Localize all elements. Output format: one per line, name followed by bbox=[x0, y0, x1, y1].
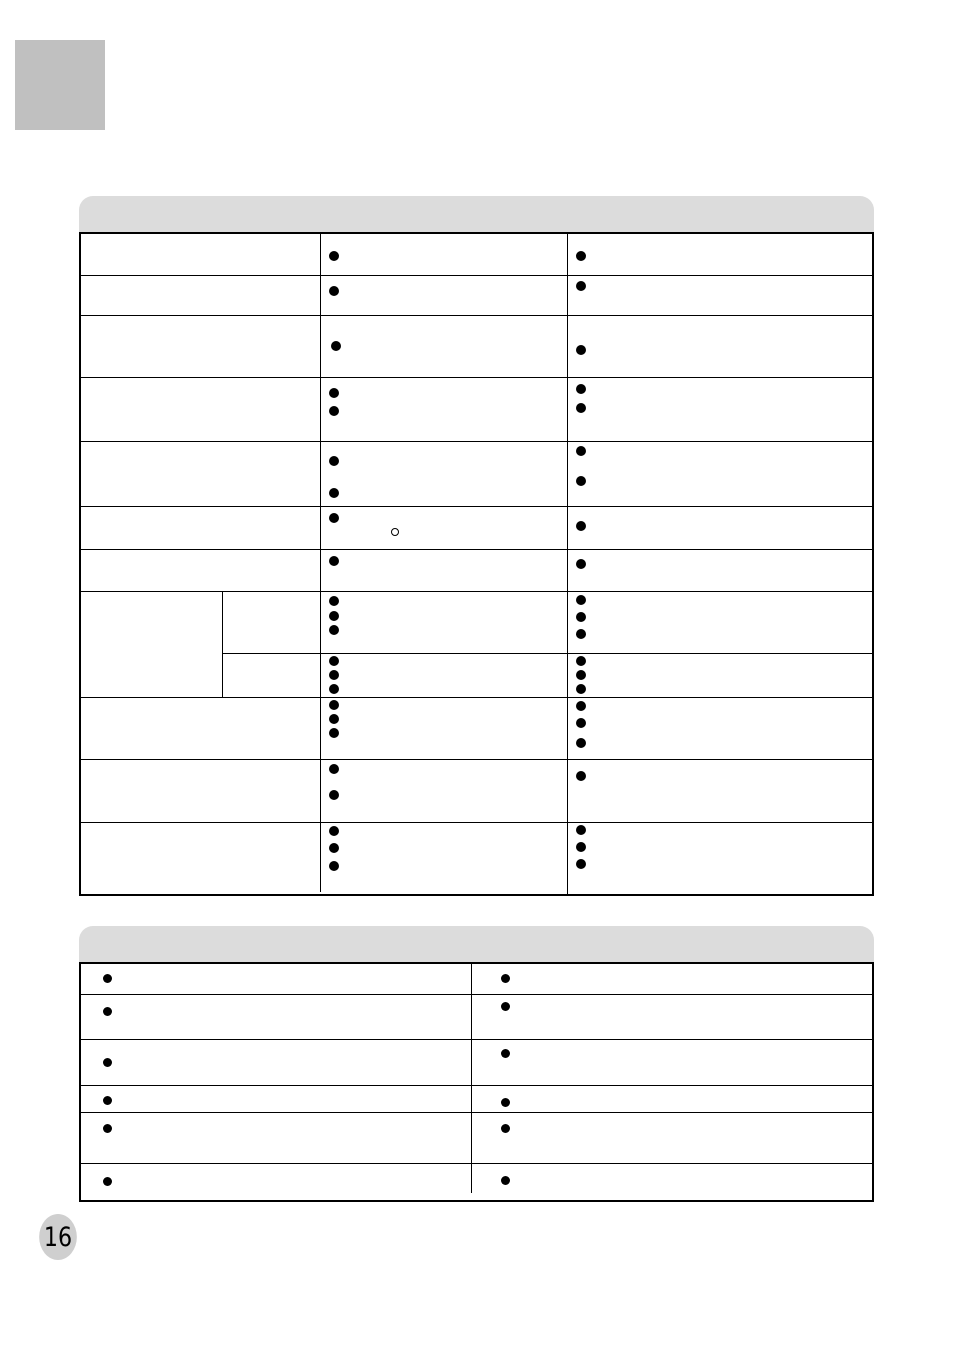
bullet-dot-icon bbox=[576, 718, 586, 728]
bullet-dot-icon bbox=[331, 341, 341, 351]
bullet-dot-icon bbox=[576, 670, 586, 680]
bullet-dot-icon bbox=[576, 825, 586, 835]
bullet-dot-icon bbox=[329, 656, 339, 666]
bullet-dot-icon bbox=[329, 611, 339, 621]
bullet-dot-icon bbox=[501, 1049, 510, 1058]
bullet-dot-icon bbox=[576, 403, 586, 413]
bullet-dot-icon bbox=[329, 456, 339, 466]
bullet-dot-icon bbox=[329, 488, 339, 498]
bullet-dot-icon bbox=[576, 842, 586, 852]
bullet-dot-icon bbox=[501, 1176, 510, 1185]
bullet-dot-icon bbox=[576, 476, 586, 486]
bullet-dot-icon bbox=[501, 1124, 510, 1133]
bullet-dot-icon bbox=[576, 251, 586, 261]
bullet-dot-icon bbox=[103, 1007, 112, 1016]
bullet-dot-icon bbox=[576, 656, 586, 666]
bullet-dot-icon bbox=[103, 1177, 112, 1186]
page-number-badge bbox=[39, 1214, 77, 1260]
bullet-dot-icon bbox=[329, 728, 339, 738]
bullet-dot-icon bbox=[329, 714, 339, 724]
bullet-dot-icon bbox=[329, 670, 339, 680]
bullet-dot-icon bbox=[103, 1124, 112, 1133]
bullet-dot-icon bbox=[576, 771, 586, 781]
bullet-dot-icon bbox=[576, 446, 586, 456]
bullet-dot-icon bbox=[576, 629, 586, 639]
table-2 bbox=[79, 962, 874, 1202]
bullet-dot-icon bbox=[576, 684, 586, 694]
bullet-dot-icon bbox=[576, 595, 586, 605]
bullet-dot-icon bbox=[329, 826, 339, 836]
bullet-dot-icon bbox=[329, 625, 339, 635]
bullet-dot-icon bbox=[103, 1096, 112, 1105]
bullet-dot-icon bbox=[329, 764, 339, 774]
bullet-dot-icon bbox=[329, 684, 339, 694]
bullet-dot-icon bbox=[501, 974, 510, 983]
degree-ring-icon bbox=[391, 528, 399, 536]
bullet-dot-icon bbox=[501, 1098, 510, 1107]
bullet-dot-icon bbox=[329, 596, 339, 606]
bullet-dot-icon bbox=[329, 286, 339, 296]
corner-tab-block bbox=[15, 40, 105, 130]
bullet-dot-icon bbox=[501, 1002, 510, 1011]
bullet-dot-icon bbox=[576, 384, 586, 394]
bullet-dot-icon bbox=[329, 513, 339, 523]
bullet-dot-icon bbox=[329, 790, 339, 800]
page-number: 16 bbox=[43, 1221, 73, 1253]
bullet-dot-icon bbox=[329, 406, 339, 416]
bullet-dot-icon bbox=[329, 843, 339, 853]
bullet-dot-icon bbox=[576, 559, 586, 569]
bullet-dot-icon bbox=[576, 859, 586, 869]
bullet-dot-icon bbox=[329, 700, 339, 710]
bullet-dot-icon bbox=[329, 388, 339, 398]
bullet-dot-icon bbox=[329, 556, 339, 566]
bullet-dot-icon bbox=[576, 521, 586, 531]
bullet-dot-icon bbox=[576, 345, 586, 355]
bullet-dot-icon bbox=[576, 281, 586, 291]
bullet-dot-icon bbox=[329, 251, 339, 261]
bullet-dot-icon bbox=[103, 974, 112, 983]
section-1-header bbox=[79, 196, 874, 232]
bullet-dot-icon bbox=[576, 738, 586, 748]
bullet-dot-icon bbox=[576, 612, 586, 622]
bullet-dot-icon bbox=[576, 701, 586, 711]
bullet-dot-icon bbox=[329, 861, 339, 871]
section-2-header bbox=[79, 926, 874, 962]
bullet-dot-icon bbox=[103, 1058, 112, 1067]
table-1 bbox=[79, 232, 874, 896]
